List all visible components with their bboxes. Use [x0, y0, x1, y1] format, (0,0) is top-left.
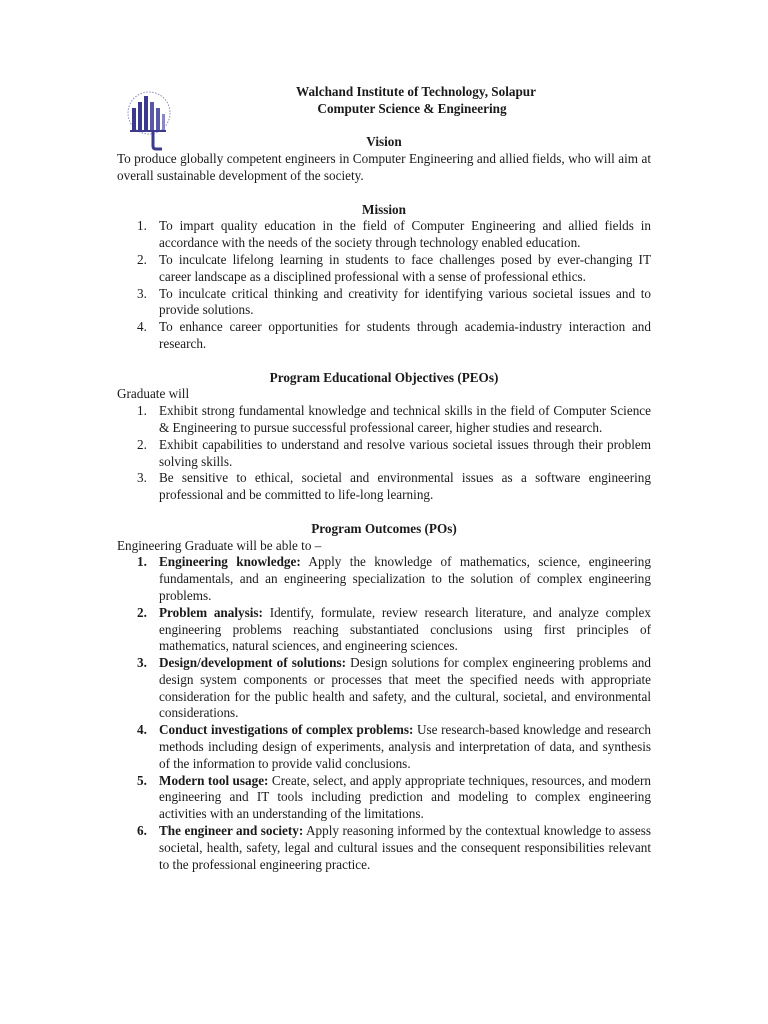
- outcome-term: Design/development of solutions:: [159, 655, 347, 671]
- list-item: [117, 554, 651, 604]
- pos-intro: Engineering Graduate will be able to –: [117, 537, 322, 553]
- outcome-term: Problem analysis:: [159, 604, 263, 620]
- vision-text: To produce globally competent engineers in Computer Engineering and allied fields, who will aim at overall sustainable development of the society.: [117, 151, 651, 183]
- list-item: [117, 286, 651, 320]
- institute-name: Walchand Institute of Technology, Solapur: [296, 84, 536, 99]
- peos-heading: Program Educational Objectives (PEOs): [269, 369, 499, 385]
- list-item: [117, 319, 651, 353]
- list-item-text: Use research-based knowledge and research methods including design of experiments, analysis and interpretation of data, and synthesis of the information to provide valid conclusions.: [159, 722, 652, 771]
- list-item-text: Identify, formulate, review research literature, and analyze complex engineering problems reaching substantiated conclusions using first principles of mathematics, natural sciences, and engineering sciences.: [159, 604, 652, 654]
- list-number: 2.: [137, 436, 147, 452]
- list-item-text: Create, select, and apply appropriate techniques, resources, and modern engineering and IT tools including prediction and modeling to complex engineering activities with an understanding of the limitations.: [159, 772, 651, 822]
- document-body: [117, 84, 651, 873]
- outcome-term: Conduct investigations of complex problems:: [159, 722, 414, 738]
- list-item-text: Design solutions for complex engineering problems and design system components or processes that meet the specified needs with appropriate consideration for the public health and safety, and the cultural, societal, and environmental considerations.: [159, 655, 651, 721]
- list-item: [117, 470, 651, 504]
- list-item: [117, 437, 651, 471]
- list-number: 3.: [137, 655, 147, 671]
- list-item-text: To enhance career opportunities for students through academia-industry interaction and research.: [159, 319, 651, 351]
- list-number: 5.: [137, 772, 147, 788]
- list-item: [117, 403, 651, 437]
- list-number: 6.: [137, 823, 147, 839]
- vision-heading: Vision: [366, 134, 402, 150]
- department-name: Computer Science & Engineering: [317, 100, 507, 116]
- list-number: 1.: [137, 403, 147, 419]
- list-number: 2.: [137, 251, 147, 267]
- list-item-text: To inculcate critical thinking and creativity for identifying various societal issues and to provide solutions.: [159, 285, 651, 318]
- list-number: 4.: [137, 722, 147, 738]
- pos-list: [117, 554, 651, 873]
- list-item-text: To inculcate lifelong learning in students to face challenges posed by ever-changing IT career landscape as a disciplined professional with a sense of professional ethics.: [159, 251, 651, 284]
- outcome-term: Modern tool usage:: [159, 772, 269, 788]
- list-item: [117, 773, 651, 823]
- list-item: [117, 218, 651, 252]
- list-number: 1.: [137, 554, 147, 570]
- list-item: [117, 823, 651, 873]
- list-number: 2.: [137, 604, 147, 620]
- outcome-term: Engineering knowledge:: [159, 554, 301, 570]
- outcome-term: The engineer and society:: [159, 823, 304, 839]
- list-item-text: Apply the knowledge of mathematics, science, engineering fundamentals, and an engineering specialization to the solution of complex engineering problems.: [159, 554, 651, 603]
- list-item-text: To impart quality education in the field of Computer Engineering and allied fields in accordance with the needs of the society through technology enabled education.: [159, 218, 651, 251]
- list-item: [117, 605, 651, 655]
- list-item: [117, 722, 651, 772]
- peos-list: [117, 403, 651, 504]
- pos-heading: Program Outcomes (POs): [311, 520, 457, 536]
- list-number: 4.: [137, 319, 147, 335]
- list-item-text: Be sensitive to ethical, societal and environmental issues as a software engineering professional and be committed to life-long learning.: [159, 470, 651, 503]
- mission-heading: Mission: [362, 201, 406, 217]
- list-item: [117, 655, 651, 722]
- peos-intro: Graduate will: [117, 386, 190, 402]
- list-item-text: Apply reasoning informed by the contextual knowledge to assess societal, health, safety, legal and cultural issues and the consequent responsibilities relevant to the professional engineering practice.: [159, 823, 651, 872]
- list-number: 3.: [137, 285, 147, 301]
- list-item-text: Exhibit capabilities to understand and resolve various societal issues through their problem solving skills.: [159, 436, 651, 469]
- list-item-text: Exhibit strong fundamental knowledge and technical skills in the field of Computer Science & Engineering to pursue successful professional career, higher studies and research.: [159, 403, 651, 435]
- mission-list: [117, 218, 651, 352]
- list-number: 1.: [137, 218, 147, 234]
- list-number: 3.: [137, 470, 147, 486]
- list-item: [117, 252, 651, 286]
